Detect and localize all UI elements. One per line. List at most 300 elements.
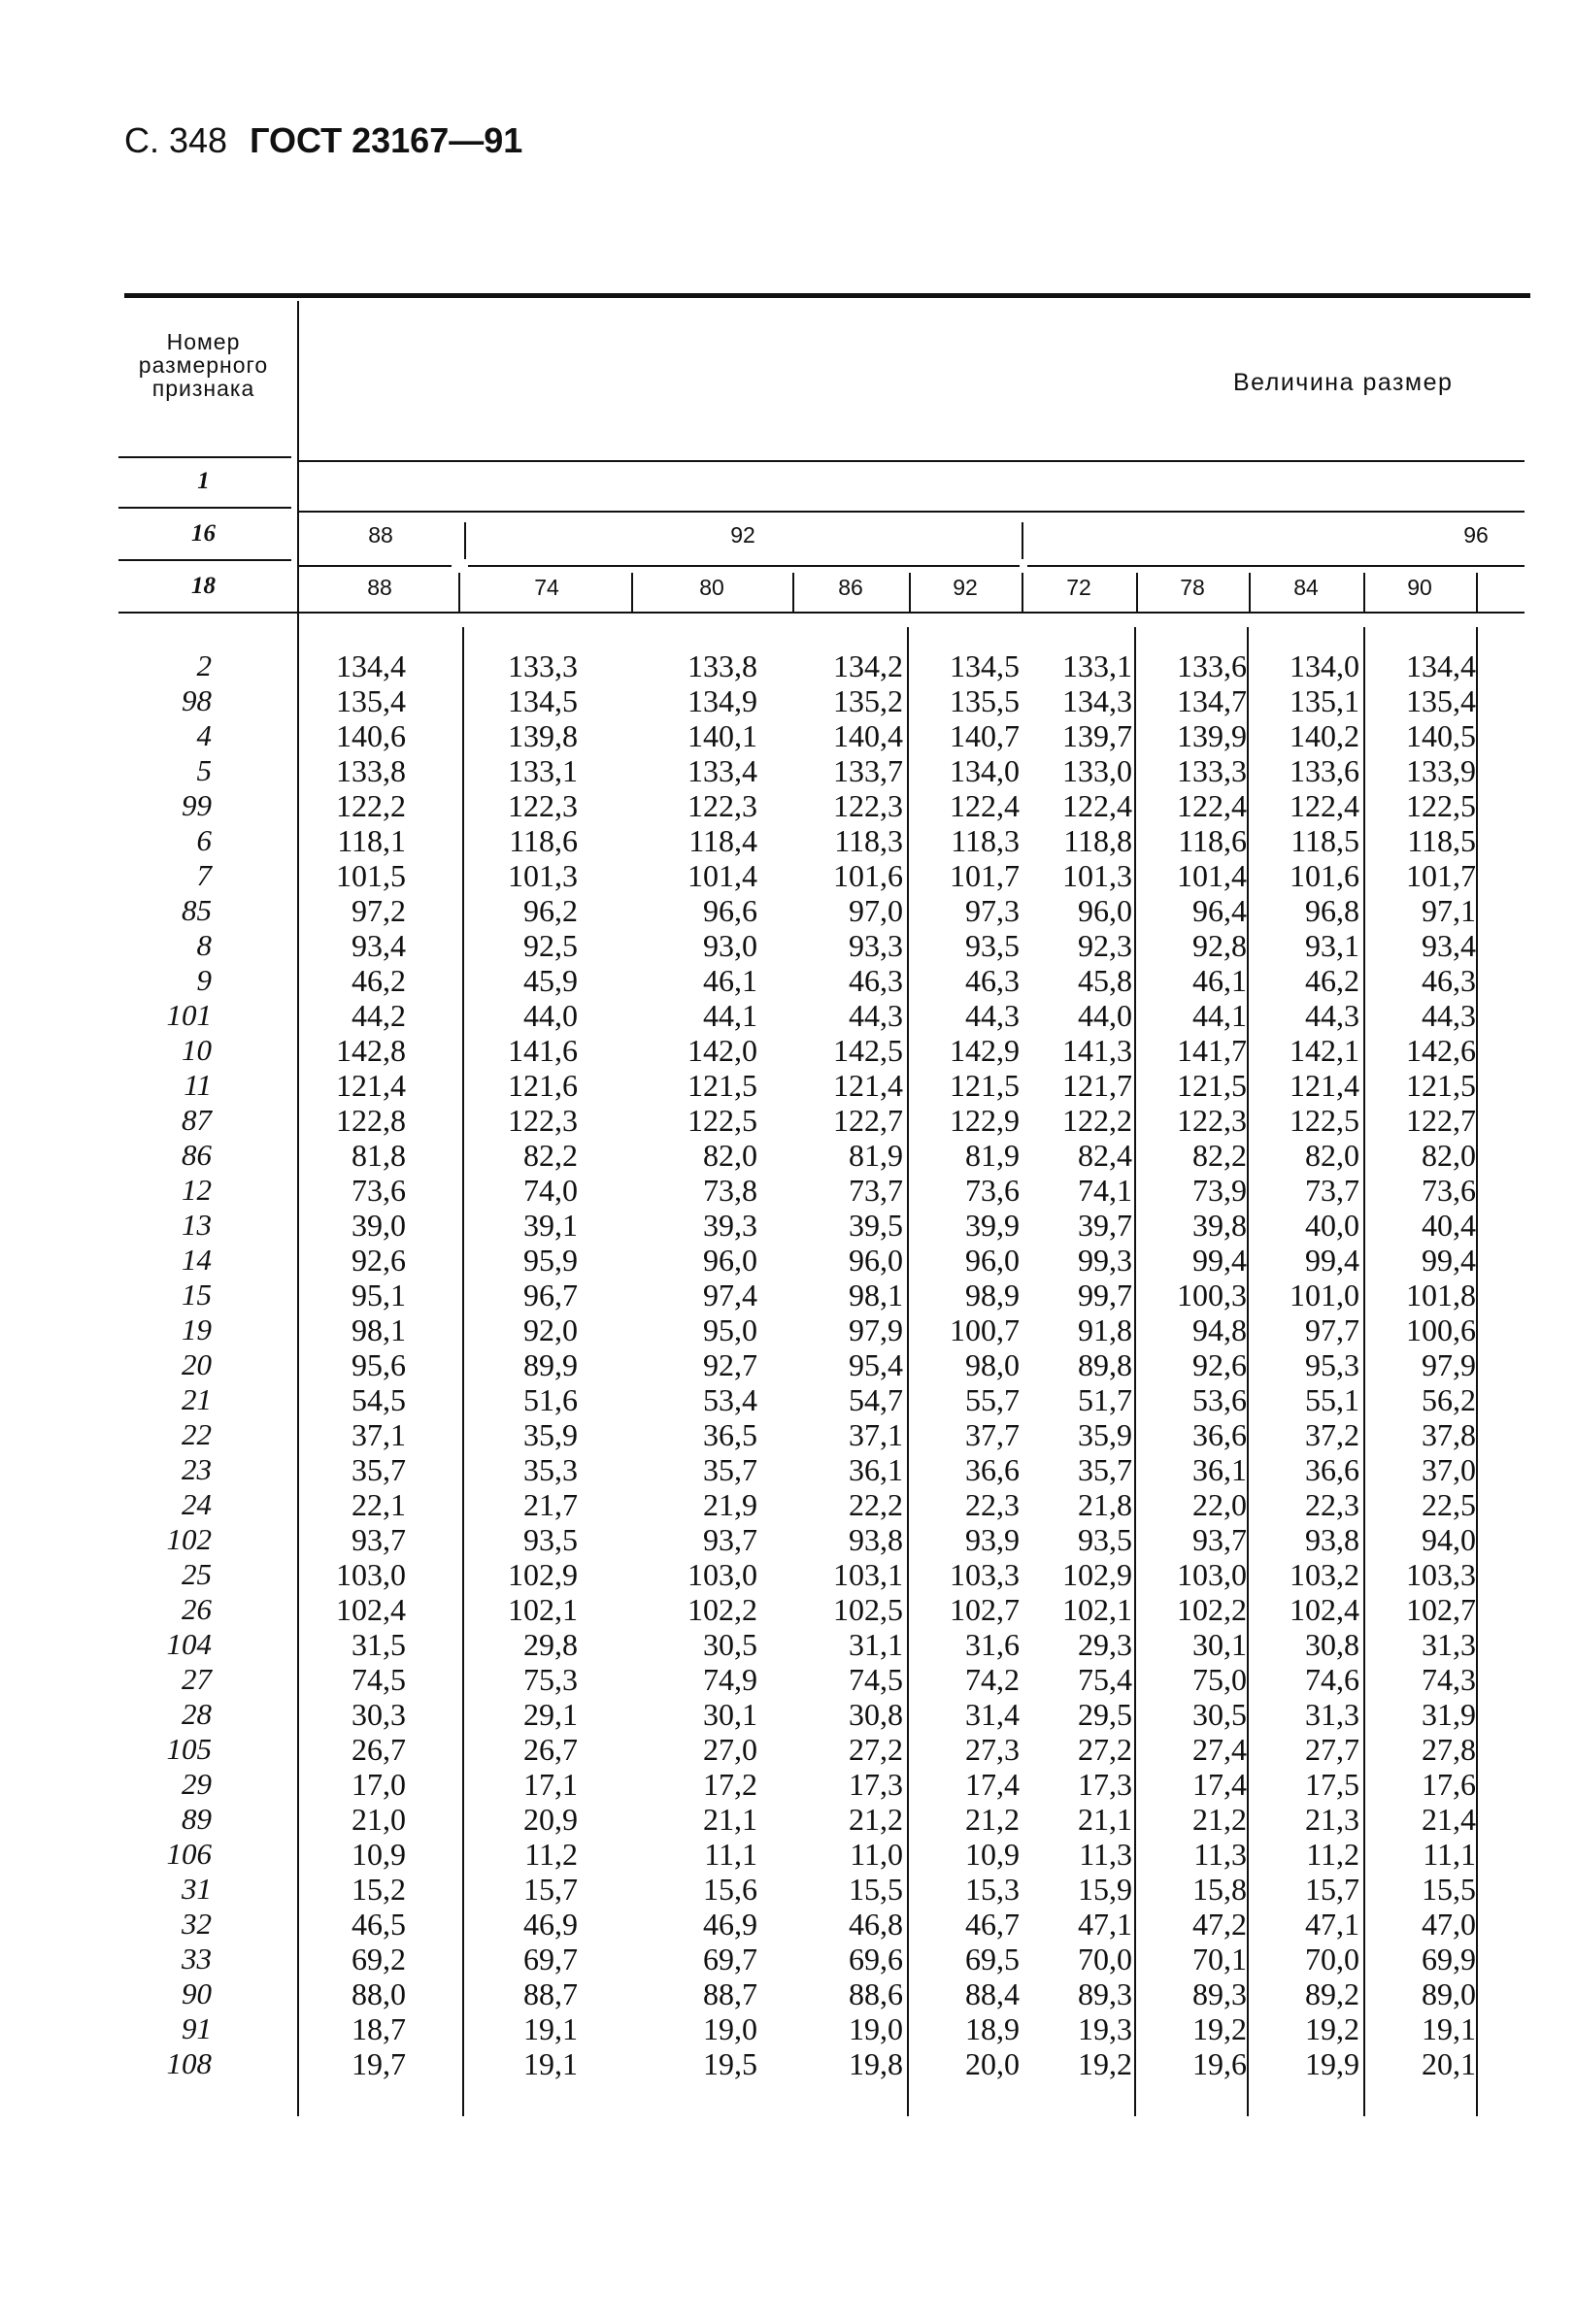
row-number: 10 xyxy=(182,1033,212,1067)
table-cell: 121,5 xyxy=(687,1068,757,1103)
table-cell: 37,2 xyxy=(1305,1417,1359,1452)
row-number: 2 xyxy=(196,648,212,682)
table-cell: 17,3 xyxy=(1078,1767,1132,1802)
table-cell: 82,2 xyxy=(1192,1138,1247,1173)
table-cell: 92,6 xyxy=(1192,1347,1247,1382)
row-label-16: 16 xyxy=(191,520,216,547)
table-cell: 40,0 xyxy=(1305,1208,1359,1243)
table-cell: 11,3 xyxy=(1079,1837,1132,1872)
table-cell: 15,2 xyxy=(352,1872,406,1907)
table-cell: 93,7 xyxy=(703,1522,757,1557)
table-cell: 10,9 xyxy=(965,1837,1020,1872)
table-cell: 92,5 xyxy=(523,928,578,963)
row-number: 22 xyxy=(182,1417,212,1451)
table-cell: 118,6 xyxy=(1178,823,1247,858)
table-cell: 69,7 xyxy=(523,1942,578,1976)
table-cell: 121,5 xyxy=(1406,1068,1476,1103)
table-cell: 82,0 xyxy=(1422,1138,1476,1173)
table-cell: 17,2 xyxy=(703,1767,757,1802)
table-cell: 122,4 xyxy=(1177,788,1247,823)
table-cell: 135,4 xyxy=(336,683,406,718)
table-cell: 19,7 xyxy=(352,2046,406,2081)
table-cell: 94,8 xyxy=(1192,1312,1247,1347)
table-cell: 39,0 xyxy=(352,1208,406,1243)
table-cell: 134,4 xyxy=(1406,648,1476,683)
table-cell: 121,4 xyxy=(833,1068,903,1103)
table-cell: 88,4 xyxy=(965,1976,1020,2011)
table-cell: 134,5 xyxy=(508,683,578,718)
row-number: 108 xyxy=(166,2046,212,2080)
table-cell: 17,4 xyxy=(1192,1767,1247,1802)
table-cell: 30,8 xyxy=(1305,1627,1359,1662)
table-cell: 118,1 xyxy=(337,823,406,858)
table-cell: 121,7 xyxy=(1062,1068,1132,1103)
table-cell: 73,7 xyxy=(849,1173,903,1208)
table-cell: 74,1 xyxy=(1078,1173,1132,1208)
table-cell: 95,6 xyxy=(352,1347,406,1382)
table-cell: 121,5 xyxy=(950,1068,1020,1103)
table-cell: 103,3 xyxy=(1406,1557,1476,1592)
table-cell: 101,5 xyxy=(336,858,406,893)
table-cell: 17,0 xyxy=(352,1767,406,1802)
table-cell: 122,7 xyxy=(1406,1103,1476,1138)
table-cell: 97,7 xyxy=(1305,1312,1359,1347)
table-cell: 96,0 xyxy=(703,1243,757,1278)
table-cell: 89,0 xyxy=(1422,1976,1476,2011)
table-cell: 46,9 xyxy=(523,1907,578,1942)
table-cell: 93,1 xyxy=(1305,928,1359,963)
table-cell: 36,6 xyxy=(1192,1417,1247,1452)
table-cell: 133,4 xyxy=(687,753,757,788)
table-cell: 31,3 xyxy=(1305,1697,1359,1732)
table-cell: 102,4 xyxy=(1290,1592,1359,1627)
table-cell: 102,1 xyxy=(1062,1592,1132,1627)
table-cell: 27,2 xyxy=(1078,1732,1132,1767)
table-cell: 53,4 xyxy=(703,1382,757,1417)
row16-value: 96 xyxy=(1463,522,1489,548)
table-cell: 22,3 xyxy=(965,1487,1020,1522)
table-cell: 31,3 xyxy=(1422,1627,1476,1662)
table-cell: 46,3 xyxy=(965,963,1020,998)
row-number: 102 xyxy=(166,1522,212,1556)
table-cell: 27,2 xyxy=(849,1732,903,1767)
table-cell: 89,9 xyxy=(523,1347,578,1382)
table-cell: 93,4 xyxy=(1422,928,1476,963)
table-cell: 44,3 xyxy=(965,998,1020,1033)
table-cell: 89,3 xyxy=(1078,1976,1132,2011)
table-cell: 88,6 xyxy=(849,1976,903,2011)
table-cell: 101,3 xyxy=(1062,858,1132,893)
table-cell: 27,7 xyxy=(1305,1732,1359,1767)
table-cell: 93,5 xyxy=(523,1522,578,1557)
table-cell: 11,2 xyxy=(524,1837,578,1872)
row-number: 91 xyxy=(182,2011,212,2045)
table-cell: 135,2 xyxy=(833,683,903,718)
table-cell: 36,6 xyxy=(965,1452,1020,1487)
row18-value: 78 xyxy=(1180,575,1205,600)
table-cell: 46,2 xyxy=(352,963,406,998)
table-cell: 95,1 xyxy=(352,1278,406,1312)
table-cell: 142,9 xyxy=(950,1033,1020,1068)
table-cell: 21,9 xyxy=(703,1487,757,1522)
table-cell: 122,3 xyxy=(687,788,757,823)
table-cell: 26,7 xyxy=(352,1732,406,1767)
value-header: Величина размер xyxy=(1233,369,1454,396)
table-cell: 22,3 xyxy=(1305,1487,1359,1522)
table-cell: 51,6 xyxy=(523,1382,578,1417)
table-cell: 133,1 xyxy=(508,753,578,788)
table-cell: 26,7 xyxy=(523,1732,578,1767)
table-cell: 95,4 xyxy=(849,1347,903,1382)
table-cell: 46,3 xyxy=(849,963,903,998)
row-number: 13 xyxy=(182,1208,212,1242)
table-cell: 21,8 xyxy=(1078,1487,1132,1522)
table-cell: 134,5 xyxy=(950,648,1020,683)
row-number: 29 xyxy=(182,1767,212,1801)
table-cell: 133,8 xyxy=(687,648,757,683)
row-header: Номер размерного признака xyxy=(138,329,269,401)
table-cell: 95,0 xyxy=(703,1312,757,1347)
table-cell: 73,9 xyxy=(1192,1173,1247,1208)
table-cell: 88,7 xyxy=(703,1976,757,2011)
table-cell: 98,1 xyxy=(849,1278,903,1312)
table-cell: 70,1 xyxy=(1192,1942,1247,1976)
table-cell: 46,7 xyxy=(965,1907,1020,1942)
table-cell: 97,9 xyxy=(1422,1347,1476,1382)
table-cell: 21,1 xyxy=(1078,1802,1132,1837)
row-number: 27 xyxy=(182,1662,212,1696)
row-number: 6 xyxy=(196,823,212,857)
body-column-rule xyxy=(1363,627,1365,2116)
table-cell: 95,3 xyxy=(1305,1347,1359,1382)
table-cell: 82,0 xyxy=(1305,1138,1359,1173)
table-cell: 44,0 xyxy=(523,998,578,1033)
table-cell: 46,3 xyxy=(1422,963,1476,998)
table-cell: 142,8 xyxy=(336,1033,406,1068)
table-cell: 36,5 xyxy=(703,1417,757,1452)
table-cell: 92,7 xyxy=(703,1347,757,1382)
table-cell: 88,7 xyxy=(523,1976,578,2011)
table-cell: 29,1 xyxy=(523,1697,578,1732)
table-cell: 11,1 xyxy=(1423,1837,1476,1872)
table-cell: 69,9 xyxy=(1422,1942,1476,1976)
row-number: 20 xyxy=(182,1347,212,1381)
table-cell: 118,6 xyxy=(509,823,578,858)
table-cell: 97,9 xyxy=(849,1312,903,1347)
table-cell: 18,7 xyxy=(352,2011,406,2046)
table-cell: 35,7 xyxy=(352,1452,406,1487)
table-cell: 69,6 xyxy=(849,1942,903,1976)
table-cell: 118,5 xyxy=(1407,823,1476,858)
table-cell: 75,4 xyxy=(1078,1662,1132,1697)
table-cell: 29,5 xyxy=(1078,1697,1132,1732)
table-cell: 103,0 xyxy=(1177,1557,1247,1592)
table-cell: 96,0 xyxy=(965,1243,1020,1278)
table-cell: 73,7 xyxy=(1305,1173,1359,1208)
table-cell: 39,3 xyxy=(703,1208,757,1243)
table-cell: 15,9 xyxy=(1078,1872,1132,1907)
table-cell: 31,4 xyxy=(965,1697,1020,1732)
table-cell: 93,4 xyxy=(352,928,406,963)
table-cell: 96,8 xyxy=(1305,893,1359,928)
table-cell: 44,1 xyxy=(703,998,757,1033)
table-cell: 118,8 xyxy=(1063,823,1132,858)
table-cell: 82,4 xyxy=(1078,1138,1132,1173)
table-cell: 20,0 xyxy=(965,2046,1020,2081)
table-cell: 15,8 xyxy=(1192,1872,1247,1907)
table-cell: 133,3 xyxy=(1177,753,1247,788)
table-cell: 44,0 xyxy=(1078,998,1132,1033)
table-cell: 102,9 xyxy=(1062,1557,1132,1592)
header-rule xyxy=(118,456,291,458)
table-cell: 133,3 xyxy=(508,648,578,683)
table-cell: 140,7 xyxy=(950,718,1020,753)
table-cell: 19,6 xyxy=(1192,2046,1247,2081)
row-number: 106 xyxy=(166,1837,212,1871)
table-cell: 134,0 xyxy=(950,753,1020,788)
table-cell: 15,5 xyxy=(849,1872,903,1907)
table-cell: 30,1 xyxy=(703,1697,757,1732)
row16-value: 92 xyxy=(730,522,755,548)
table-cell: 19,1 xyxy=(523,2011,578,2046)
table-cell: 134,9 xyxy=(687,683,757,718)
table-cell: 122,3 xyxy=(508,1103,578,1138)
table-cell: 97,2 xyxy=(352,893,406,928)
row-number: 24 xyxy=(182,1487,212,1521)
table-cell: 19,2 xyxy=(1192,2011,1247,2046)
table-cell: 93,5 xyxy=(965,928,1020,963)
table-cell: 19,2 xyxy=(1078,2046,1132,2081)
table-cell: 46,2 xyxy=(1305,963,1359,998)
row18-value: 74 xyxy=(534,575,559,600)
table-cell: 35,7 xyxy=(703,1452,757,1487)
table-cell: 31,9 xyxy=(1422,1697,1476,1732)
table-cell: 141,6 xyxy=(508,1033,578,1068)
table-cell: 92,6 xyxy=(352,1243,406,1278)
table-cell: 102,5 xyxy=(833,1592,903,1627)
row-number: 14 xyxy=(182,1243,212,1277)
table-cell: 92,0 xyxy=(523,1312,578,1347)
table-cell: 37,1 xyxy=(352,1417,406,1452)
table-cell: 133,6 xyxy=(1177,648,1247,683)
table-cell: 39,5 xyxy=(849,1208,903,1243)
row-number: 12 xyxy=(182,1173,212,1207)
table-cell: 139,9 xyxy=(1177,718,1247,753)
table-cell: 142,0 xyxy=(687,1033,757,1068)
table-cell: 56,2 xyxy=(1422,1382,1476,1417)
row-number: 21 xyxy=(182,1382,212,1416)
row-number: 7 xyxy=(196,858,212,892)
table-cell: 74,6 xyxy=(1305,1662,1359,1697)
table-cell: 35,7 xyxy=(1078,1452,1132,1487)
table-cell: 27,3 xyxy=(965,1732,1020,1767)
table-cell: 69,2 xyxy=(352,1942,406,1976)
table-cell: 37,0 xyxy=(1422,1452,1476,1487)
table-cell: 81,9 xyxy=(849,1138,903,1173)
table-cell: 122,3 xyxy=(1177,1103,1247,1138)
table-cell: 51,7 xyxy=(1078,1382,1132,1417)
table-cell: 35,9 xyxy=(523,1417,578,1452)
table-cell: 20,9 xyxy=(523,1802,578,1837)
table-cell: 21,4 xyxy=(1422,1802,1476,1837)
table-cell: 101,8 xyxy=(1406,1278,1476,1312)
table-cell: 89,3 xyxy=(1192,1976,1247,2011)
row-number: 9 xyxy=(196,963,212,997)
table-cell: 102,2 xyxy=(687,1592,757,1627)
table-cell: 82,0 xyxy=(703,1138,757,1173)
table-cell: 35,3 xyxy=(523,1452,578,1487)
table-cell: 101,6 xyxy=(1290,858,1359,893)
table-cell: 69,7 xyxy=(703,1942,757,1976)
table-cell: 142,6 xyxy=(1406,1033,1476,1068)
table-cell: 19,0 xyxy=(703,2011,757,2046)
table-cell: 96,6 xyxy=(703,893,757,928)
table-cell: 17,6 xyxy=(1422,1767,1476,1802)
table-cell: 37,1 xyxy=(849,1417,903,1452)
table-cell: 89,2 xyxy=(1305,1976,1359,2011)
table-cell: 11,0 xyxy=(850,1837,903,1872)
table-cell: 70,0 xyxy=(1305,1942,1359,1976)
table-cell: 44,3 xyxy=(849,998,903,1033)
table-cell: 74,0 xyxy=(523,1173,578,1208)
table-cell: 73,6 xyxy=(352,1173,406,1208)
table-cell: 73,6 xyxy=(1422,1173,1476,1208)
table-cell: 17,1 xyxy=(523,1767,578,1802)
table-cell: 102,7 xyxy=(1406,1592,1476,1627)
table-cell: 30,3 xyxy=(352,1697,406,1732)
table-cell: 134,2 xyxy=(833,648,903,683)
row-number: 86 xyxy=(182,1138,212,1172)
row-number: 8 xyxy=(196,928,212,962)
header-column-rule xyxy=(1476,573,1478,612)
body-column-rule xyxy=(1134,627,1136,2116)
row16-column-rule xyxy=(1022,522,1023,559)
table-cell: 101,7 xyxy=(1406,858,1476,893)
table-cell: 122,4 xyxy=(950,788,1020,823)
row-number: 31 xyxy=(182,1872,212,1906)
table-cell: 21,7 xyxy=(523,1487,578,1522)
table-cell: 101,4 xyxy=(687,858,757,893)
table-cell: 96,0 xyxy=(849,1243,903,1278)
table-cell: 139,7 xyxy=(1062,718,1132,753)
row18-value: 92 xyxy=(953,575,978,600)
table-cell: 133,6 xyxy=(1290,753,1359,788)
table-cell: 47,1 xyxy=(1078,1907,1132,1942)
row16-rule xyxy=(1027,565,1525,567)
table-cell: 29,3 xyxy=(1078,1627,1132,1662)
table-cell: 37,8 xyxy=(1422,1417,1476,1452)
table-cell: 20,1 xyxy=(1422,2046,1476,2081)
table-cell: 102,7 xyxy=(950,1592,1020,1627)
table-cell: 93,3 xyxy=(849,928,903,963)
table-cell: 46,9 xyxy=(703,1907,757,1942)
table-cell: 100,6 xyxy=(1406,1312,1476,1347)
table-cell: 19,0 xyxy=(849,2011,903,2046)
table-cell: 36,1 xyxy=(1192,1452,1247,1487)
table-cell: 140,1 xyxy=(687,718,757,753)
table-cell: 102,2 xyxy=(1177,1592,1247,1627)
table-cell: 121,4 xyxy=(336,1068,406,1103)
table-cell: 21,1 xyxy=(703,1802,757,1837)
table-cell: 103,3 xyxy=(950,1557,1020,1592)
row-number: 99 xyxy=(182,788,212,822)
row-number: 105 xyxy=(166,1732,212,1766)
table-cell: 11,1 xyxy=(704,1837,757,1872)
table-cell: 45,9 xyxy=(523,963,578,998)
table-cell: 103,2 xyxy=(1290,1557,1359,1592)
row-number: 25 xyxy=(182,1557,212,1591)
table-cell: 27,0 xyxy=(703,1732,757,1767)
table-cell: 74,5 xyxy=(352,1662,406,1697)
table-cell: 140,4 xyxy=(833,718,903,753)
table-cell: 30,8 xyxy=(849,1697,903,1732)
table-cell: 81,9 xyxy=(965,1138,1020,1173)
row16-rule xyxy=(299,565,452,567)
table-cell: 73,8 xyxy=(703,1173,757,1208)
table-cell: 27,4 xyxy=(1192,1732,1247,1767)
table-cell: 101,4 xyxy=(1177,858,1247,893)
table-cell: 140,5 xyxy=(1406,718,1476,753)
table-cell: 118,3 xyxy=(834,823,903,858)
table-cell: 133,7 xyxy=(833,753,903,788)
table-cell: 46,1 xyxy=(703,963,757,998)
table-cell: 15,7 xyxy=(1305,1872,1359,1907)
table-cell: 93,9 xyxy=(965,1522,1020,1557)
table-cell: 47,2 xyxy=(1192,1907,1247,1942)
table-cell: 122,8 xyxy=(336,1103,406,1138)
table-cell: 142,5 xyxy=(833,1033,903,1068)
table-cell: 70,0 xyxy=(1078,1942,1132,1976)
table-cell: 92,3 xyxy=(1078,928,1132,963)
table-cell: 97,4 xyxy=(703,1278,757,1312)
table-cell: 11,2 xyxy=(1306,1837,1359,1872)
table-cell: 21,3 xyxy=(1305,1802,1359,1837)
row-number: 89 xyxy=(182,1802,212,1836)
table-cell: 93,8 xyxy=(1305,1522,1359,1557)
table-cell: 97,3 xyxy=(965,893,1020,928)
table-cell: 141,3 xyxy=(1062,1033,1132,1068)
table-cell: 15,3 xyxy=(965,1872,1020,1907)
table-cell: 21,0 xyxy=(352,1802,406,1837)
table-top-rule xyxy=(124,293,1530,298)
table-cell: 97,0 xyxy=(849,893,903,928)
table-cell: 74,9 xyxy=(703,1662,757,1697)
table-cell: 89,8 xyxy=(1078,1347,1132,1382)
page-number: С. 348 xyxy=(124,120,228,160)
row-number: 28 xyxy=(182,1697,212,1731)
row-number: 33 xyxy=(182,1942,212,1975)
table-cell: 39,7 xyxy=(1078,1208,1132,1243)
row-number: 85 xyxy=(182,893,212,927)
table-cell: 37,7 xyxy=(965,1417,1020,1452)
table-cell: 19,9 xyxy=(1305,2046,1359,2081)
table-cell: 103,0 xyxy=(336,1557,406,1592)
table-cell: 55,1 xyxy=(1305,1382,1359,1417)
table-cell: 101,7 xyxy=(950,858,1020,893)
table-cell: 101,0 xyxy=(1290,1278,1359,1312)
table-cell: 103,1 xyxy=(833,1557,903,1592)
table-cell: 121,4 xyxy=(1290,1068,1359,1103)
table-cell: 31,5 xyxy=(352,1627,406,1662)
table-cell: 93,0 xyxy=(703,928,757,963)
table-cell: 134,3 xyxy=(1062,683,1132,718)
table-cell: 102,9 xyxy=(508,1557,578,1592)
table-cell: 74,3 xyxy=(1422,1662,1476,1697)
table-cell: 133,0 xyxy=(1062,753,1132,788)
table-cell: 75,3 xyxy=(523,1662,578,1697)
table-cell: 46,1 xyxy=(1192,963,1247,998)
table-cell: 98,9 xyxy=(965,1278,1020,1312)
